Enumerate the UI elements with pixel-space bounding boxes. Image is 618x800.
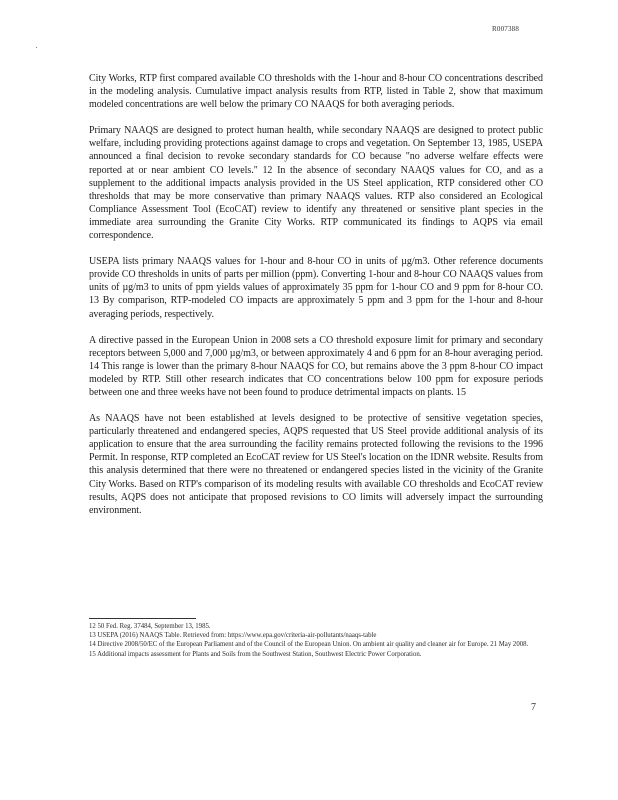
scan-speck (36, 47, 37, 48)
bates-number: R007388 (492, 25, 520, 33)
paragraph-1: City Works, RTP first compared available CO thresholds with the 1-hour and 8-hour CO concentrations described in the modeling analysis. Cumulative impact analysis results from RTP, listed in Table 2, show that maximum modeled concentrations are well below the primary CO NAAQS for both averaging periods. (89, 73, 543, 111)
footnote-13: 13 USEPA (2016) NAAQS Table. Retrieved from: https://www.epa.gov/criteria-air-pollutants/naaqs-table (89, 632, 377, 640)
paragraph-3: USEPA lists primary NAAQS values for 1-hour and 8-hour CO in units of µg/m3. Other reference documents provide CO thresholds in units of parts per million (ppm). Converting 1-hour and 8-hour CO NAAQS values from units of µg/m3 to units of ppm yields values of approximately 35 ppm for 1-hour CO and 9 ppm for 8-hour CO. 13 By comparison, RTP-modeled CO impacts are approximately 5 ppm and 3 ppm for the 1-hour and 8-hour averaging periods, respectively. (89, 256, 543, 320)
paragraph-4: A directive passed in the European Union in 2008 sets a CO threshold exposure limit for primary and secondary receptors between 5,000 and 7,000 µg/m3, or between approximately 4 and 6 ppm for an 8-hour averaging period. 14 This range is lower than the primary 8-hour NAAQS for CO, but remains above the 3 ppm 8-hour CO impact modeled by RTP. Still other research indicates that CO concentrations below 100 ppm for exposure periods between one and three weeks have not been found to produce detrimental impacts on plants. 15 (89, 334, 543, 398)
paragraph-2: Primary NAAQS are designed to protect human health, while secondary NAAQS are designed to protect public welfare, including providing protections against damage to crops and vegetation. On September 13, 1985, USEPA announced a final decision to revoke secondary standards for CO because "no adverse welfare effects were reported at or near ambient CO levels." 12 In the absence of secondary NAAQS values for CO, and as a supplement to the additional impacts analysis provided in the US Steel application, RTP considered other CO thresholds that may be more conservative than primary NAAQS values. RTP also considered an Ecological Compliance Assessment Tool (EcoCAT) review to identify any threatened or sensitive plant species in the immediate area surrounding the Granite City Works. RTP communicated its findings to AQPS via email correspondence. (89, 125, 543, 242)
paragraph-5: As NAAQS have not been established at levels designed to be protective of sensitive vegetation species, particularly threatened and endangered species, AQPS requested that US Steel provide additional analysis of its application to ensure that the area surrounding the facility remains protected following the revisions to the 1996 Permit. In response, RTP completed an EcoCAT review for US Steel's location on the IDNR website. Results from this analysis determined that there were no threatened or endangered species listed in the vicinity of the Granite City Works. Based on RTP's comparison of its modeling results with available CO thresholds and EcoCAT review results, AQPS does not anticipate that proposed revisions to CO limits will adversely impact the surrounding environment. (89, 413, 543, 516)
page-number: 7 (531, 702, 536, 713)
footnote-14: 14 Directive 2008/50/EC of the European Parliament and of the Council of the European Union. On ambient air quality and cleaner air for Europe. 21 May 2008. (89, 641, 529, 649)
footnote-rule (89, 618, 196, 619)
footnote-15: 15 Additional impacts assessment for Plants and Soils from the Southwest Station, Southwest Electric Power Corporation. (89, 650, 422, 658)
footnotes (89, 618, 544, 660)
body-text (89, 72, 543, 530)
footnote-12: 12 50 Fed. Reg. 37484, September 13, 1985. (89, 623, 211, 630)
